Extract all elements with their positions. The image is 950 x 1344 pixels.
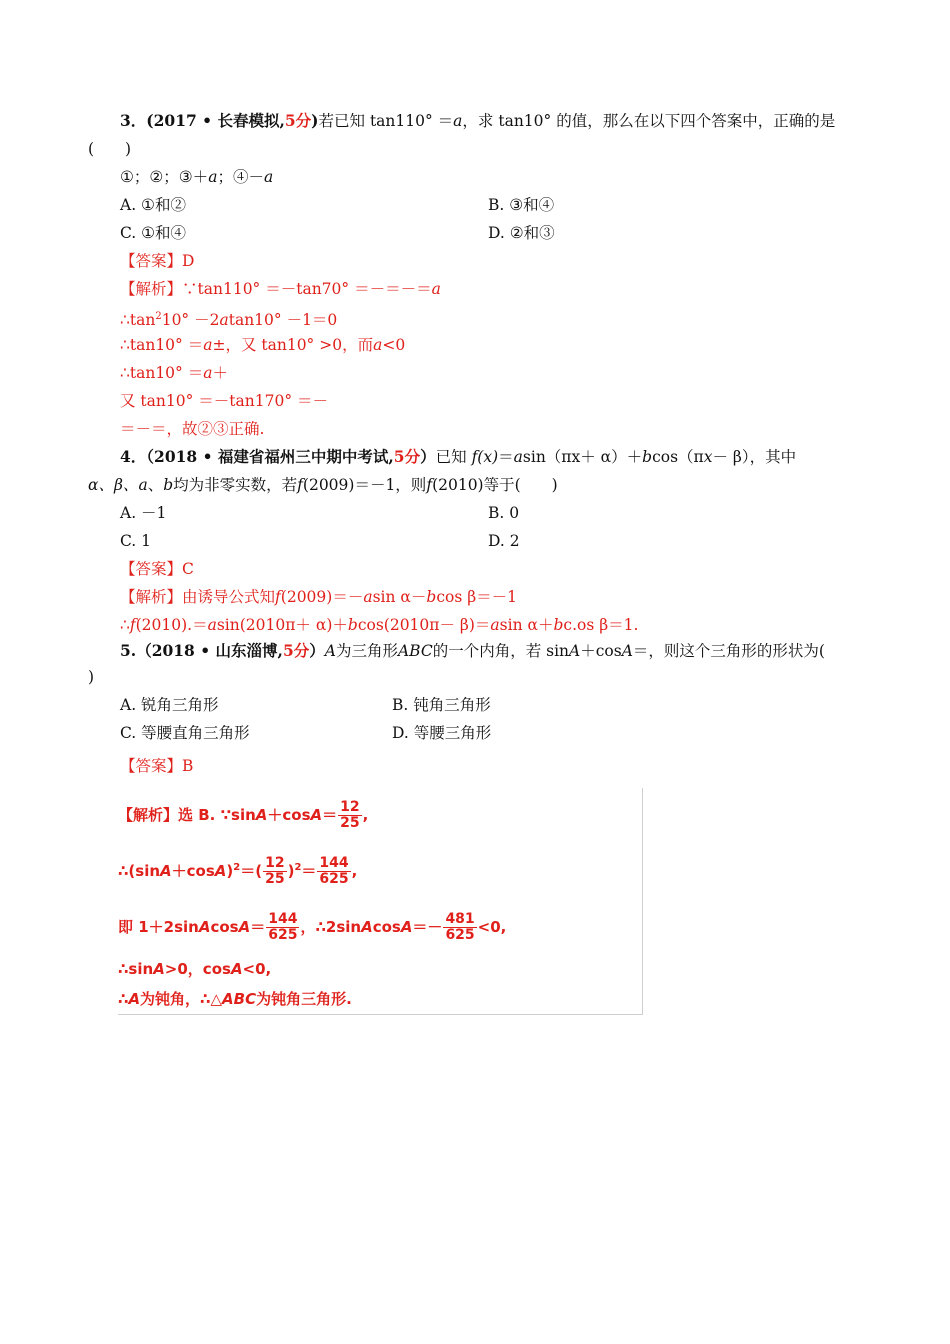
- q5-solution-text: ＝(: [240, 862, 263, 880]
- q4-stem-line1: [120, 446, 796, 468]
- q5-solution-text: ): [226, 862, 234, 880]
- q5-var-A: A: [198, 918, 211, 936]
- q4-option-c: C. 1: [120, 532, 152, 550]
- q5-solution-line1: [118, 800, 368, 831]
- q5-solution-text: cos: [372, 918, 401, 936]
- q3-analysis-line6: ＝－＝，故②③正确.: [120, 420, 265, 438]
- q5-solution-line2: [118, 856, 357, 887]
- q4-var-f: f: [426, 476, 433, 494]
- fraction-481-625: [443, 912, 476, 943]
- q5-solution-text: ): [287, 862, 295, 880]
- q5-solution-text: ∴sin: [118, 960, 154, 978]
- q4-analysis-text: sin α＋: [499, 616, 554, 634]
- fraction-denominator: 25: [340, 815, 360, 831]
- q3-var-a: a: [453, 112, 463, 130]
- q4-option-b: B. 0: [488, 504, 520, 522]
- q3-analysis-text: ±，又 tan10° >0，而: [212, 336, 374, 354]
- q5-answer-value: B: [182, 757, 194, 775]
- q5-solution-text: >0，cos: [164, 960, 231, 978]
- fraction-denominator: 625: [268, 927, 298, 943]
- q4-var-f: f: [275, 588, 281, 606]
- q5-option-d: D. 等腰三角形: [392, 724, 492, 742]
- answer-tag: 【答案】: [120, 560, 183, 578]
- q5-source: （2018 • 山东淄博,: [136, 641, 283, 660]
- q4-analysis-text: sin(2010π＋ α)＋: [216, 616, 348, 634]
- q5-var-A: A: [569, 642, 581, 660]
- q4-stem-text: 、: [147, 476, 164, 494]
- q4-fx: f(x): [471, 448, 499, 466]
- q5-triangle-abc: ABC: [222, 990, 257, 1008]
- q3-analysis-text: ∴tan: [120, 311, 156, 329]
- q5-solution-text: 为钝角，∴△: [140, 990, 223, 1008]
- q3-analysis-text: tan10° －1＝0: [228, 311, 338, 329]
- q5-var-A: A: [153, 960, 165, 978]
- fraction-numerator: 12: [340, 799, 360, 815]
- q4-analysis-text: ∴: [120, 616, 130, 634]
- q4-points: 5分: [393, 447, 421, 466]
- q4-var-a: a: [207, 616, 217, 634]
- q5-option-a: A. 锐角三角形: [120, 696, 219, 714]
- q3-var-a: a: [219, 311, 229, 329]
- q3-items: [120, 166, 273, 188]
- q4-stem-line2: [88, 474, 558, 496]
- q5-var-A: A: [255, 806, 268, 824]
- q4-stem-text: 均为非零实数，若: [173, 476, 298, 494]
- q3-var-a: a: [431, 280, 441, 298]
- analysis-tag: 【解析】: [120, 588, 183, 606]
- q4-stem-text: ＝: [498, 448, 514, 466]
- q4-analysis-text: cos β＝－1: [436, 588, 518, 606]
- q5-var-A: A: [160, 862, 172, 880]
- q5-var-A: A: [230, 960, 243, 978]
- q3-answer: [120, 250, 194, 272]
- q3-analysis-line1: [120, 278, 441, 300]
- q5-var-A: A: [214, 862, 227, 880]
- q3-number: 3．: [120, 111, 147, 130]
- q3-paren: ( ): [88, 140, 132, 158]
- q4-stem-text: 已知: [435, 448, 467, 466]
- q5-solution-text: ＝: [301, 862, 317, 880]
- q4-stem-text: α、β、: [88, 476, 139, 494]
- fraction-denominator: 25: [265, 871, 285, 887]
- answer-tag: 【答案】: [120, 252, 183, 270]
- q4-answer: [120, 558, 194, 580]
- q4-analysis-text: cos(2010π－ β)＝: [357, 616, 491, 634]
- q4-var-a: a: [513, 448, 523, 466]
- q3-answer-value: D: [182, 252, 195, 270]
- q5-solution-text: ＋cos: [171, 862, 215, 880]
- q4-var-a: a: [138, 476, 148, 494]
- q5-solution-text: ,: [362, 806, 369, 824]
- fraction-denominator: 625: [445, 927, 475, 943]
- q3-var-a: a: [263, 168, 274, 186]
- q5-solution-text: ＋cos: [267, 806, 311, 824]
- q4-var-b: b: [426, 588, 437, 606]
- q4-stem-text: sin（πx＋ α）＋: [522, 448, 643, 466]
- q5-superscript: 2: [233, 862, 241, 873]
- q4-analysis-text: c.os β＝1.: [563, 616, 639, 634]
- q5-stem-text: 为三角形: [335, 642, 398, 660]
- q5-superscript: 2: [294, 862, 302, 873]
- q3-option-b: B. ③和④: [488, 196, 555, 214]
- q5-solution-text: 即 1＋2sin: [118, 918, 199, 936]
- q3-var-a: a: [208, 168, 218, 186]
- q5-stem-line2: ): [88, 668, 95, 686]
- q5-solution-text: 为钝角三角形.: [256, 990, 352, 1008]
- q5-solution-line5: [118, 988, 352, 1010]
- q5-stem-text: ＋cos: [580, 642, 622, 660]
- answer-tag: 【答案】: [120, 757, 183, 775]
- q3-option-a: A. ①和②: [120, 196, 186, 214]
- q5-triangle-abc: ABC: [397, 642, 433, 660]
- q5-var-A: A: [361, 918, 373, 936]
- q5-solution-text: ∴(sin: [118, 862, 161, 880]
- q3-superscript: 2: [155, 311, 162, 322]
- q3-analysis-text: <0: [382, 336, 406, 354]
- q3-analysis-text: ∴tan10° ＝: [120, 336, 204, 354]
- q4-number: 4．: [120, 447, 147, 466]
- q3-analysis-line2: [120, 306, 337, 331]
- q4-stem-text: (2009)＝－1，则: [302, 476, 427, 494]
- q4-var-b: b: [347, 616, 358, 634]
- q5-source-close: ）: [309, 641, 325, 660]
- q5-points: 5分: [282, 641, 310, 660]
- q4-var-b: b: [642, 448, 653, 466]
- q4-analysis-text: (2009)＝－: [280, 588, 364, 606]
- q3-items-text: ；④－: [217, 168, 264, 186]
- q5-var-A: A: [621, 642, 633, 660]
- q4-analysis-text: 由诱导公式知: [182, 588, 276, 606]
- q4-stem-text: cos（π: [652, 448, 704, 466]
- q3-analysis-text: ＋: [212, 364, 228, 382]
- q3-option-c: C. ①和④: [120, 224, 187, 242]
- q4-analysis-line2: [120, 614, 638, 636]
- q3-source: (2017 • 长春模拟,: [146, 111, 285, 130]
- q5-stem-text: 的一个内角，若 sin: [432, 642, 570, 660]
- q5-solution-text: <0,: [242, 960, 272, 978]
- q3-analysis-text: 10° －2: [161, 311, 220, 329]
- q5-solution-text: ＝－: [412, 918, 443, 936]
- q5-var-A: A: [128, 990, 141, 1008]
- q3-analysis-line3: [120, 334, 405, 356]
- q4-var-f: f: [129, 616, 136, 634]
- q4-analysis-text: (2010).＝: [135, 616, 208, 634]
- q4-var-f: f: [297, 476, 303, 494]
- q4-source: （2018 • 福建省福州三中期中考试,: [146, 447, 394, 466]
- fraction-numerator: 144: [268, 911, 298, 927]
- q3-stem-text: 若已知 tan110° ＝: [318, 112, 454, 130]
- q3-analysis-text: ∵tan110° ＝－tan70° ＝－＝－＝: [182, 280, 432, 298]
- q4-answer-value: C: [182, 560, 194, 578]
- q5-solution-line4: [118, 958, 271, 980]
- q4-option-a: A. －1: [120, 504, 167, 522]
- q3-analysis-line5: 又 tan10° ＝－tan170° ＝－: [120, 392, 328, 410]
- q4-var-a: a: [363, 588, 373, 606]
- q4-option-d: D. 2: [488, 532, 520, 550]
- fraction-144-625: [317, 856, 350, 887]
- q5-solution-text: <0,: [477, 918, 507, 936]
- q3-analysis-text: ∴tan10° ＝: [120, 364, 204, 382]
- q3-stem-line1: [120, 110, 835, 132]
- q5-solution-text: ＝: [322, 806, 338, 824]
- q4-stem-text: － β），其中: [712, 448, 797, 466]
- q5-solution-text: ∴: [118, 990, 129, 1008]
- fraction-12-25: [263, 856, 286, 887]
- q4-analysis-line1: [120, 586, 517, 608]
- q5-var-A: A: [310, 806, 323, 824]
- q3-items-text: ①；②；③＋: [120, 168, 209, 186]
- fraction-numerator: 481: [445, 911, 475, 927]
- q5-option-b: B. 钝角三角形: [392, 696, 491, 714]
- q5-var-A: A: [400, 918, 413, 936]
- q3-var-a: a: [203, 364, 213, 382]
- q3-points: 5分: [284, 111, 312, 130]
- q5-solution-line3: [118, 912, 506, 943]
- q5-option-c: C. 等腰直角三角形: [120, 724, 250, 742]
- fraction-numerator: 12: [265, 855, 285, 871]
- q3-var-a: a: [373, 336, 383, 354]
- q5-var-A: A: [238, 918, 251, 936]
- q3-var-a: a: [203, 336, 213, 354]
- q3-option-d: D. ②和③: [488, 224, 555, 242]
- q3-analysis-line4: [120, 362, 228, 384]
- q5-answer: [120, 755, 193, 777]
- analysis-tag: 【解析】: [120, 280, 183, 298]
- q3-stem-text: ，求 tan10° 的值，那么在以下四个答案中，正确的是: [462, 112, 836, 130]
- q5-stem-text: ＝: [632, 642, 649, 660]
- q5-number: 5.: [120, 641, 137, 660]
- q4-var-b: b: [163, 476, 174, 494]
- q5-solution-box: [118, 788, 643, 1015]
- q5-stem-line1: [120, 640, 825, 662]
- q5-var-A: A: [324, 642, 336, 660]
- q4-var-b: b: [553, 616, 564, 634]
- q3-source-close: ): [311, 111, 319, 130]
- fraction-12-25: [338, 800, 361, 831]
- q5-solution-text: 选 B. ∵sin: [178, 806, 256, 824]
- q5-solution-text: ，∴2sin: [300, 918, 362, 936]
- q4-var-a: a: [490, 616, 500, 634]
- q5-stem-text: ，则这个三角形的形状为(: [648, 642, 825, 660]
- q4-source-close: ）: [420, 447, 436, 466]
- q5-solution-text: ,: [351, 862, 358, 880]
- q4-analysis-text: sin α－: [372, 588, 427, 606]
- q5-solution-text: cos: [210, 918, 239, 936]
- analysis-tag: 【解析】: [118, 806, 179, 824]
- q5-solution-text: ＝: [250, 918, 266, 936]
- fraction-denominator: 625: [319, 871, 349, 887]
- fraction-144-625: [266, 912, 299, 943]
- q4-stem-text: (2010)等于( ): [432, 476, 558, 494]
- q4-var-x: x: [703, 448, 713, 466]
- fraction-numerator: 144: [319, 855, 349, 871]
